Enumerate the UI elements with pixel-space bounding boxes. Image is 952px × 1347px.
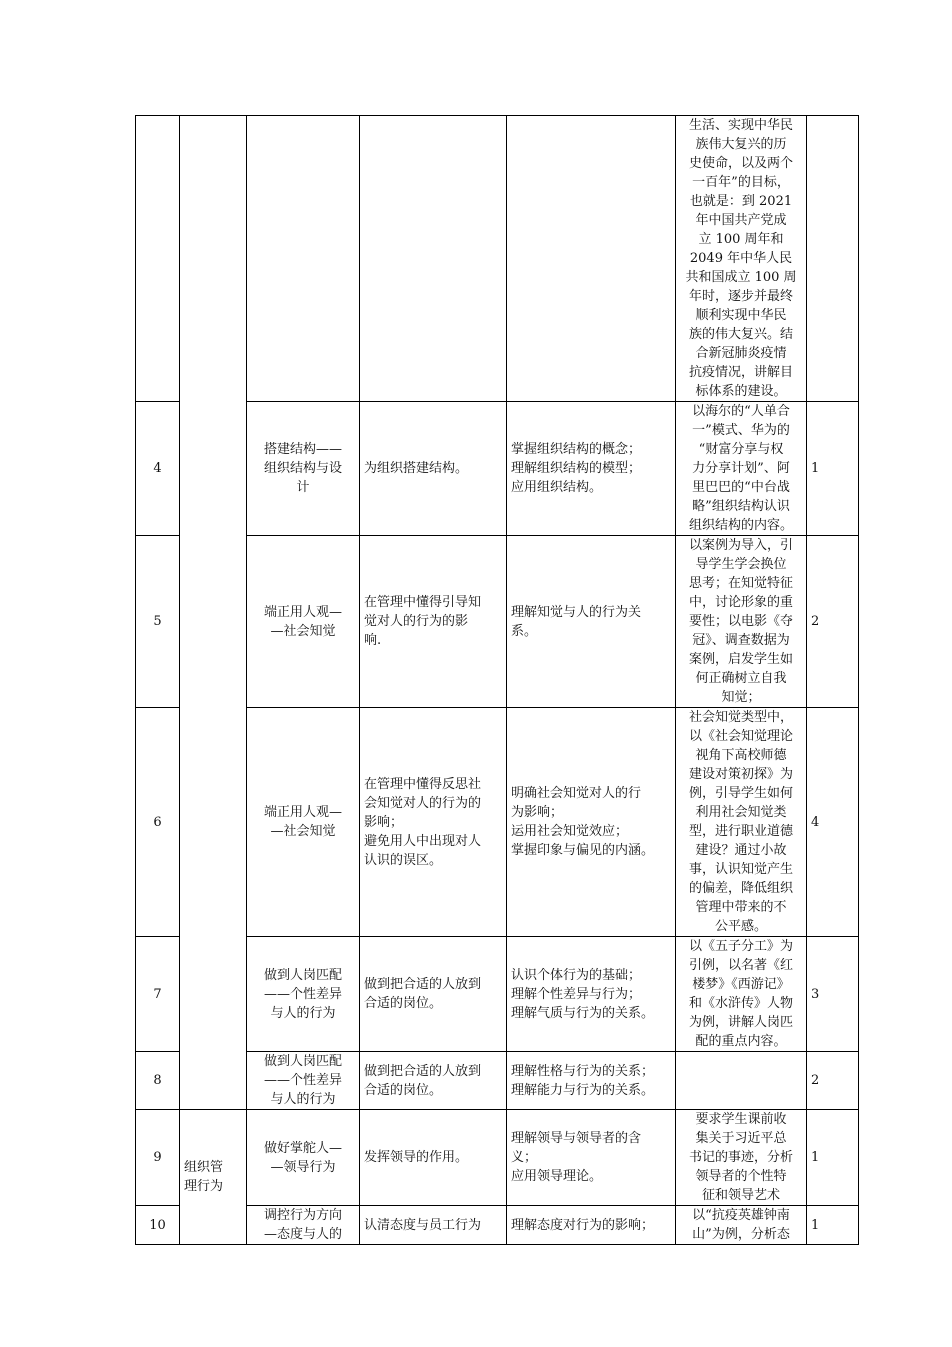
hours-cell: 2 bbox=[807, 1052, 859, 1110]
goals-cell: 理解知觉与人的行为关 系。 bbox=[507, 536, 676, 708]
hours-cell bbox=[807, 116, 859, 402]
table-row bbox=[136, 1110, 859, 1206]
goals-cell: 掌握组织结构的概念； 理解组织结构的模型； 应用组织结构。 bbox=[507, 402, 676, 536]
task-cell: 认清态度与员工行为 bbox=[360, 1206, 507, 1245]
goals-cell: 理解性格与行为的关系； 理解能力与行为的关系。 bbox=[507, 1052, 676, 1110]
task-cell: 做到把合适的人放到 合适的岗位。 bbox=[360, 937, 507, 1052]
hours-cell: 1 bbox=[807, 1110, 859, 1206]
row-number: 5 bbox=[136, 536, 180, 708]
topic-cell bbox=[247, 116, 360, 402]
topic-cell: 端正用人观— —社会知觉 bbox=[247, 536, 360, 708]
ideology-cell: 以海尔的“人单合 一”模式、华为的 “财富分享与权 力分享计划”、阿 里巴巴的“中台战 略”组织结构认识 组织结构的内容。 bbox=[676, 402, 807, 536]
ideology-cell: 生活、实现中华民 族伟大复兴的历 史使命，以及两个 一百年”的目标， 也就是：到 2021 年中国共产党成 立 100 周年和 2049 年中华人民 共和国成立 100 周 年时，逐步并最终 顺利实现中华民 族的伟大复兴。结 合新冠肺炎疫情 抗疫情况，讲解目 标体系的建设。 bbox=[676, 116, 807, 402]
goals-cell: 理解态度对行为的影响； bbox=[507, 1206, 676, 1245]
row-number: 8 bbox=[136, 1052, 180, 1110]
task-cell: 在管理中懂得反思社 会知觉对人的行为的 影响； 避免用人中出现对人 认识的误区。 bbox=[360, 708, 507, 937]
row-number: 9 bbox=[136, 1110, 180, 1206]
module-cell-empty bbox=[180, 116, 247, 1110]
topic-cell: 做到人岗匹配 ——个性差异 与人的行为 bbox=[247, 1052, 360, 1110]
goals-cell bbox=[507, 116, 676, 402]
hours-cell: 1 bbox=[807, 1206, 859, 1245]
task-cell: 在管理中懂得引导知 觉对人的行为的影 响. bbox=[360, 536, 507, 708]
ideology-cell: 以《五子分工》为 引例，以名著《红 楼梦》《西游记》 和《水浒传》人物 为例，讲解人岗匹 配的重点内容。 bbox=[676, 937, 807, 1052]
hours-cell: 2 bbox=[807, 536, 859, 708]
row-number: 7 bbox=[136, 937, 180, 1052]
ideology-cell: 以“抗疫英雄钟南 山”为例，分析态 bbox=[676, 1206, 807, 1245]
module-cell: 组织管 理行为 bbox=[180, 1110, 247, 1245]
hours-cell: 4 bbox=[807, 708, 859, 937]
hours-cell: 3 bbox=[807, 937, 859, 1052]
ideology-cell: 以案例为导入，引 导学生学会换位 思考；在知觉特征 中，讨论形象的重 要性；以电影《夺 冠》、调查数据为 案例，启发学生如 何正确树立自我 知觉； bbox=[676, 536, 807, 708]
row-number: 10 bbox=[136, 1206, 180, 1245]
row-number: 4 bbox=[136, 402, 180, 536]
table-row bbox=[136, 116, 859, 402]
task-cell: 为组织搭建结构。 bbox=[360, 402, 507, 536]
task-cell bbox=[360, 116, 507, 402]
topic-cell: 调控行为方向 —态度与人的 bbox=[247, 1206, 360, 1245]
goals-cell: 明确社会知觉对人的行 为影响； 运用社会知觉效应； 掌握印象与偏见的内涵。 bbox=[507, 708, 676, 937]
topic-cell: 做好掌舵人— —领导行为 bbox=[247, 1110, 360, 1206]
row-number: 6 bbox=[136, 708, 180, 937]
task-cell: 做到把合适的人放到 合适的岗位。 bbox=[360, 1052, 507, 1110]
goals-cell: 认识个体行为的基础； 理解个性差异与行为； 理解气质与行为的关系。 bbox=[507, 937, 676, 1052]
topic-cell: 搭建结构—— 组织结构与设 计 bbox=[247, 402, 360, 536]
topic-cell: 做到人岗匹配 ——个性差异 与人的行为 bbox=[247, 937, 360, 1052]
hours-cell: 1 bbox=[807, 402, 859, 536]
syllabus-table bbox=[135, 115, 859, 1245]
task-cell: 发挥领导的作用。 bbox=[360, 1110, 507, 1206]
ideology-cell: 要求学生课前收 集关于习近平总 书记的事迹，分析 领导者的个性特 征和领导艺术 bbox=[676, 1110, 807, 1206]
topic-cell: 端正用人观— —社会知觉 bbox=[247, 708, 360, 937]
row-number bbox=[136, 116, 180, 402]
ideology-cell bbox=[676, 1052, 807, 1110]
ideology-cell: 社会知觉类型中， 以《社会知觉理论 视角下高校师德 建设对策初探》为 例，引导学生如何 利用社会知觉类 型，进行职业道德 建设？通过小故 事，认识知觉产生 的偏差，降低组织 管理中带来的不 公平感。 bbox=[676, 708, 807, 937]
goals-cell: 理解领导与领导者的含 义； 应用领导理论。 bbox=[507, 1110, 676, 1206]
